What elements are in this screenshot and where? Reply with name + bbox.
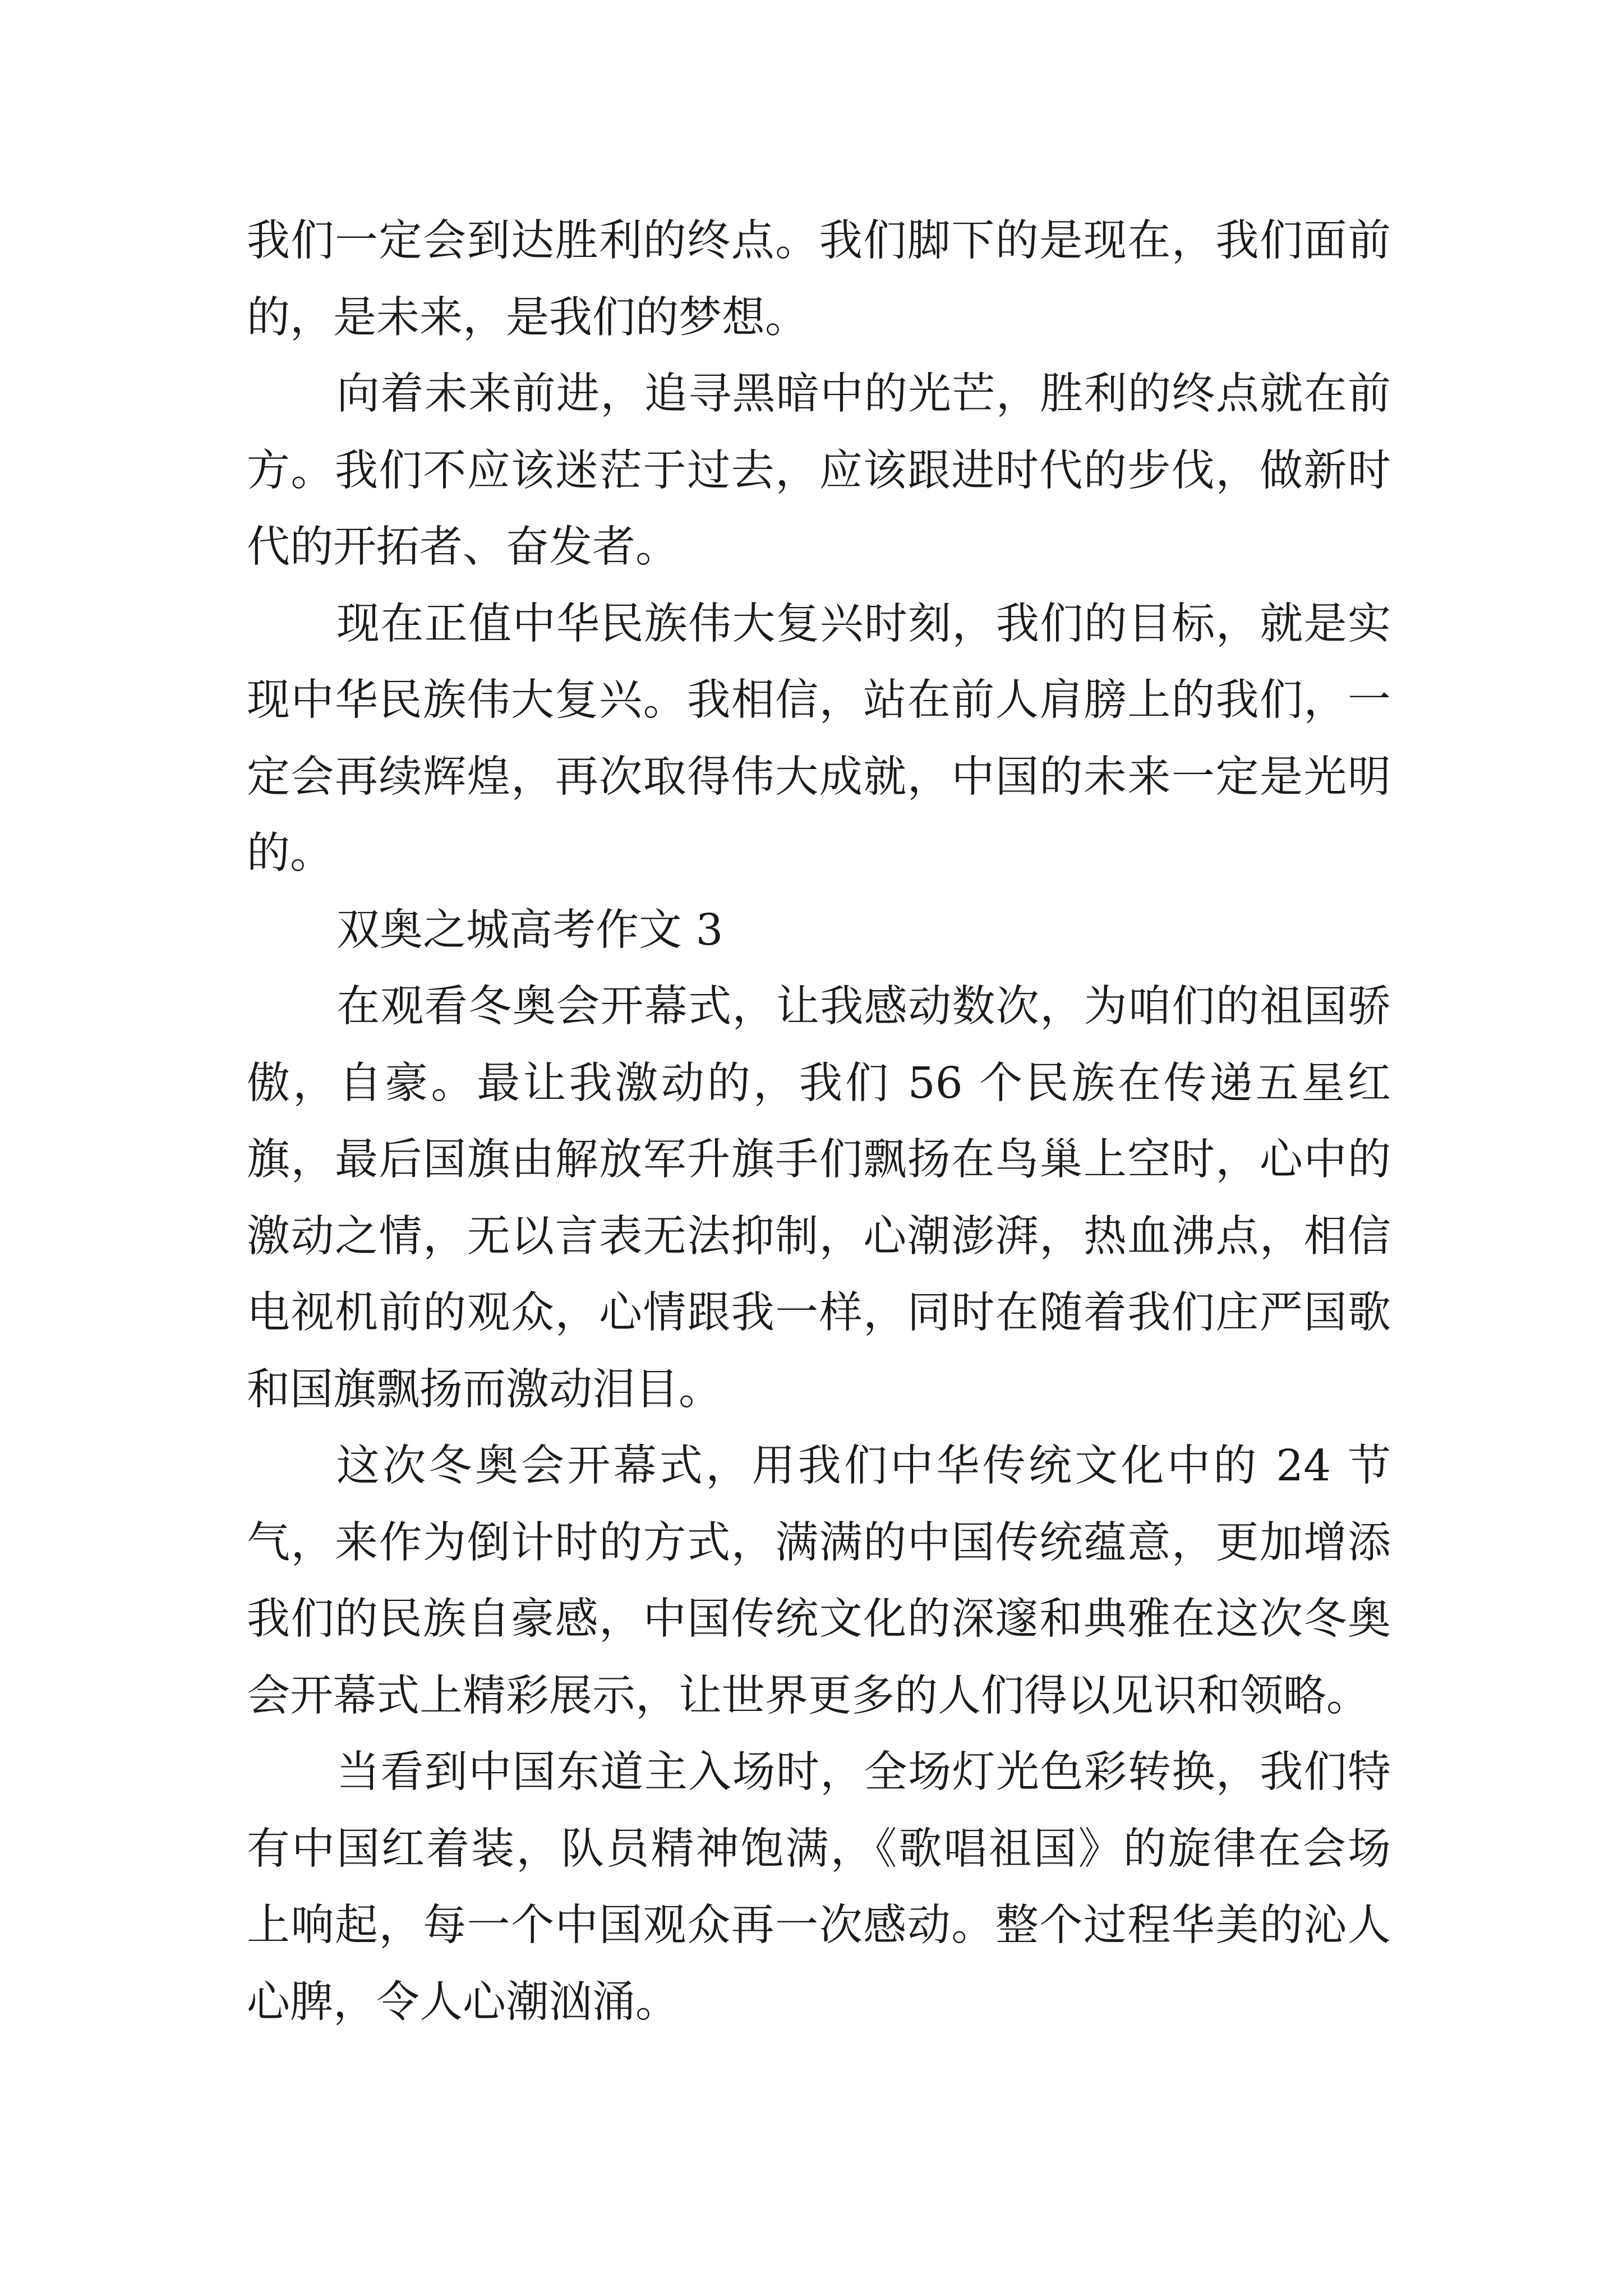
paragraph-3: 现在正值中华民族伟大复兴时刻，我们的目标，就是实现中华民族伟大复兴。我相信，站在前人肩膀上的我们，一定会再续辉煌，再次取得伟大成就，中国的未来一定是光明的。	[247, 599, 1391, 878]
document-body	[247, 203, 1391, 2041]
paragraph-6: 当看到中国东道主入场时，全场灯光色彩转换，我们特有中国红着装，队员精神饱满，《歌唱祖国》的旋律在会场上响起，每一个中国观众再一次感动。整个过程华美的沁人心脾，令人心潮汹涌。	[247, 1747, 1391, 2027]
paragraph-1: 我们一定会到达胜利的终点。我们脚下的是现在，我们面前的，是未来，是我们的梦想。	[247, 216, 1391, 343]
section-heading: 双奥之城高考作文 3	[336, 905, 723, 955]
paragraph-2: 向着未来前进，追寻黑暗中的光芒，胜利的终点就在前方。我们不应该迷茫于过去，应该跟进时代的步伐，做新时代的开拓者、奋发者。	[247, 369, 1391, 572]
paragraph-4: 在观看冬奥会开幕式，让我感动数次，为咱们的祖国骄傲，自豪。最让我激动的，我们 56 个民族在传递五星红旗，最后国旗由解放军升旗手们飘扬在鸟巢上空时，心中的激动之情，无以言表无法抑制，心潮澎湃，热血沸点，相信电视机前的观众，心情跟我一样，同时在随着我们庄严国歌和国旗飘扬而激动泪目。	[247, 982, 1391, 1415]
paragraph-5: 这次冬奥会开幕式，用我们中华传统文化中的 24 节气，来作为倒计时的方式，满满的中国传统蕴意，更加增添我们的民族自豪感，中国传统文化的深邃和典雅在这次冬奥会开幕式上精彩展示，让世界更多的人们得以见识和领略。	[247, 1441, 1391, 1721]
